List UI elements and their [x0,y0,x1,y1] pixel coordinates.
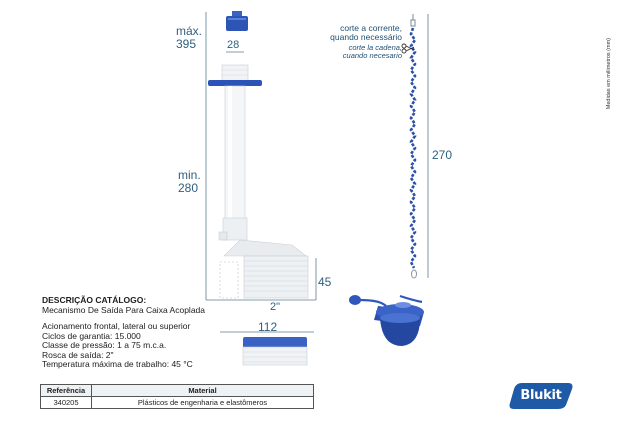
table-header: Referência [41,385,92,397]
spec-item: Acionamento frontal, lateral ou superior [42,321,191,331]
base-width-value: 112 [258,320,278,334]
chain-note-pt [302,24,402,42]
description-title: DESCRIÇÃO CATÁLOGO: [42,295,147,305]
min-height-value: 280 [178,181,199,195]
top-width-value: 28 [227,39,240,51]
chain-note-es-line2: cuando necesario [342,51,402,60]
chain-note-pt-line2: quando necessário [330,32,402,42]
units-note: Medidas em milímetros (mm) [606,38,612,110]
spec-item: Ciclos de garantia: 15.000 [42,330,141,341]
table-row [41,397,314,409]
reference-table [40,384,314,409]
max-height-label: máx. [176,24,203,38]
flapper-valve [349,295,424,346]
spec-item: Classe de pressão: 1 a 75 m.c.a. [42,340,167,350]
chain [411,14,417,278]
chain-note-pt-line1: corte a corrente, [340,23,402,33]
brand-name: Blukit [520,388,562,403]
overflow-tube [208,65,308,298]
table-header-row [41,385,314,397]
min-height-label: min. [178,168,201,182]
table-cell: Plásticos de engenharia e elastômeros [92,397,314,409]
table-cell: 340205 [41,397,92,409]
base-dashed-outline [220,262,238,298]
table-header: Material [92,385,314,397]
thread-size-value: 2" [270,301,281,313]
description-name: Mecanismo De Saída Para Caixa Acoplada [42,304,206,315]
chain-length-value: 270 [432,148,453,162]
spec-item: Rosca de saída: 2" [42,349,114,360]
spec-item: Temperatura máxima de trabalho: 45 °C [42,359,193,369]
chain-note-es [302,44,402,60]
base-height-value: 45 [318,275,332,289]
brand-logo [508,381,574,411]
max-height-value: 395 [176,37,197,51]
top-cap [226,11,248,31]
description-block [42,296,242,370]
lock-nut [243,337,307,365]
chain-note-es-line1: corte la cadena, [348,43,402,52]
